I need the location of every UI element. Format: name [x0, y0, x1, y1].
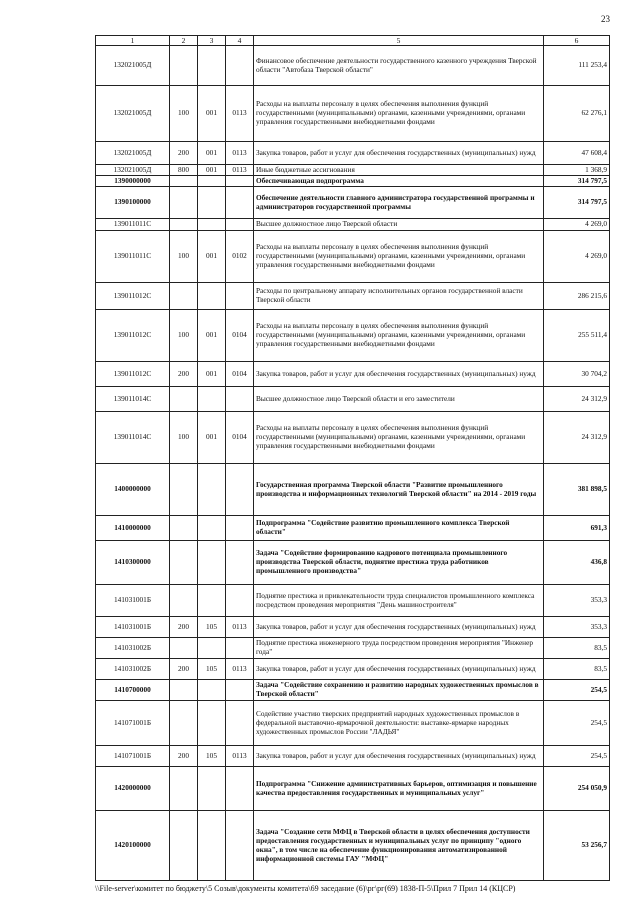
amount-cell: 1 368,9	[544, 165, 610, 176]
amount-cell: 254,5	[544, 746, 610, 767]
amount-cell: 314 797,5	[544, 176, 610, 187]
amount-cell: 691,3	[544, 516, 610, 541]
code-cell: 139011011С	[96, 231, 170, 283]
table-row	[96, 464, 610, 516]
table-row	[96, 165, 610, 176]
ministry-cell: 001	[198, 231, 226, 283]
code-cell: 139011012С	[96, 310, 170, 362]
table-row	[96, 219, 610, 231]
amount-cell: 4 269,0	[544, 231, 610, 283]
budget-table	[95, 35, 610, 881]
description-cell: Закупка товаров, работ и услуг для обеспечения государственных (муниципальных) нужд	[254, 746, 544, 767]
code-cell: 139011012С	[96, 362, 170, 387]
expense-type-cell	[170, 387, 198, 412]
section-cell	[226, 516, 254, 541]
section-cell: 0113	[226, 746, 254, 767]
table-row	[96, 46, 610, 86]
table-row	[96, 811, 610, 881]
expense-type-cell: 100	[170, 231, 198, 283]
table-row	[96, 767, 610, 811]
section-cell: 0113	[226, 142, 254, 165]
ministry-cell: 001	[198, 165, 226, 176]
expense-type-cell	[170, 176, 198, 187]
expense-type-cell	[170, 767, 198, 811]
code-cell: 141031002Б	[96, 659, 170, 680]
section-cell	[226, 387, 254, 412]
expense-type-cell	[170, 283, 198, 310]
code-cell: 132021005Д	[96, 142, 170, 165]
table-row	[96, 362, 610, 387]
table-row	[96, 746, 610, 767]
ministry-cell	[198, 176, 226, 187]
table-header-row	[96, 36, 610, 46]
amount-cell: 24 312,9	[544, 412, 610, 464]
amount-cell: 111 253,4	[544, 46, 610, 86]
section-cell	[226, 638, 254, 659]
expense-type-cell	[170, 46, 198, 86]
description-cell: Финансовое обеспечение деятельности государственного казенного учреждения Тверской области "Автобаза Тверской области"	[254, 46, 544, 86]
expense-type-cell: 200	[170, 659, 198, 680]
expense-type-cell	[170, 701, 198, 746]
description-cell: Подпрограмма "Содействие развитию промышленного комплекса Тверской области"	[254, 516, 544, 541]
section-cell	[226, 680, 254, 701]
section-cell	[226, 767, 254, 811]
description-cell: Закупка товаров, работ и услуг для обеспечения государственных (муниципальных) нужд	[254, 617, 544, 638]
table-row	[96, 638, 610, 659]
amount-cell: 254 050,9	[544, 767, 610, 811]
ministry-cell	[198, 46, 226, 86]
column-header-6: 6	[544, 36, 610, 46]
table-row	[96, 680, 610, 701]
column-header-1: 1	[96, 36, 170, 46]
ministry-cell	[198, 187, 226, 219]
section-cell	[226, 811, 254, 881]
amount-cell: 30 704,2	[544, 362, 610, 387]
description-cell: Высшее должностное лицо Тверской области и его заместители	[254, 387, 544, 412]
ministry-cell: 001	[198, 412, 226, 464]
section-cell: 0113	[226, 86, 254, 142]
section-cell: 0104	[226, 412, 254, 464]
code-cell: 1410300000	[96, 541, 170, 585]
table-row	[96, 701, 610, 746]
section-cell	[226, 585, 254, 617]
table-row	[96, 231, 610, 283]
table-row	[96, 585, 610, 617]
table-row	[96, 516, 610, 541]
section-cell: 0104	[226, 310, 254, 362]
code-cell: 132021005Д	[96, 86, 170, 142]
expense-type-cell	[170, 680, 198, 701]
description-cell: Обеспечивающая подпрограмма	[254, 176, 544, 187]
amount-cell: 353,3	[544, 585, 610, 617]
expense-type-cell: 800	[170, 165, 198, 176]
description-cell: Поднятие престижа и привлекательности труда специалистов промышленного комплекса посредством проведения мероприятия "День машиностроителя"	[254, 585, 544, 617]
section-cell: 0113	[226, 165, 254, 176]
table-row	[96, 142, 610, 165]
section-cell	[226, 46, 254, 86]
amount-cell: 47 608,4	[544, 142, 610, 165]
amount-cell: 286 215,6	[544, 283, 610, 310]
description-cell: Расходы на выплаты персоналу в целях обеспечения выполнения функций государственными (муниципальными) органами, казенными учреждениями, органами управления государственными внебюджетными фондами	[254, 231, 544, 283]
code-cell: 139011012С	[96, 283, 170, 310]
table-row	[96, 176, 610, 187]
description-cell: Иные бюджетные ассигнования	[254, 165, 544, 176]
ministry-cell	[198, 585, 226, 617]
code-cell: 141071001Б	[96, 746, 170, 767]
column-header-3: 3	[198, 36, 226, 46]
description-cell: Высшее должностное лицо Тверской области	[254, 219, 544, 231]
ministry-cell: 105	[198, 746, 226, 767]
code-cell: 141031001Б	[96, 585, 170, 617]
file-path-footer: \\File-server\комитет по бюджету\5 Созыв\документы комитета\69 заседание (6)\рг\рг(69) 1838-П-5\Прил 7 Прил 14 (КЦСР)	[95, 884, 516, 893]
column-header-4: 4	[226, 36, 254, 46]
ministry-cell: 105	[198, 659, 226, 680]
code-cell: 1390100000	[96, 187, 170, 219]
ministry-cell	[198, 811, 226, 881]
expense-type-cell	[170, 219, 198, 231]
ministry-cell	[198, 767, 226, 811]
section-cell	[226, 219, 254, 231]
amount-cell: 255 511,4	[544, 310, 610, 362]
code-cell: 1420100000	[96, 811, 170, 881]
expense-type-cell: 200	[170, 746, 198, 767]
section-cell	[226, 541, 254, 585]
section-cell: 0113	[226, 659, 254, 680]
description-cell: Закупка товаров, работ и услуг для обеспечения государственных (муниципальных) нужд	[254, 362, 544, 387]
table-row	[96, 86, 610, 142]
amount-cell: 381 898,5	[544, 464, 610, 516]
ministry-cell	[198, 283, 226, 310]
amount-cell: 314 797,5	[544, 187, 610, 219]
code-cell: 132021005Д	[96, 165, 170, 176]
expense-type-cell	[170, 464, 198, 516]
table-row	[96, 659, 610, 680]
ministry-cell	[198, 541, 226, 585]
amount-cell: 436,8	[544, 541, 610, 585]
code-cell: 141071001Б	[96, 701, 170, 746]
expense-type-cell	[170, 541, 198, 585]
section-cell: 0113	[226, 617, 254, 638]
code-cell: 1420000000	[96, 767, 170, 811]
table-row	[96, 283, 610, 310]
section-cell	[226, 176, 254, 187]
amount-cell: 4 269,0	[544, 219, 610, 231]
description-cell: Расходы по центральному аппарату исполнительных органов государственной власти Тверской области	[254, 283, 544, 310]
description-cell: Задача "Создание сети МФЦ в Тверской области в целях обеспечения доступности предоставления государственных и муниципальных услуг по принципу "одного окна", в том числе на обеспечение функционирования автоматизированной информационной системы ГАУ "МФЦ"	[254, 811, 544, 881]
code-cell: 141031002Б	[96, 638, 170, 659]
amount-cell: 254,5	[544, 680, 610, 701]
column-header-5: 5	[254, 36, 544, 46]
section-cell	[226, 464, 254, 516]
description-cell: Поднятие престижа инженерного труда посредством проведения мероприятия "Инженер года"	[254, 638, 544, 659]
code-cell: 141031001Б	[96, 617, 170, 638]
expense-type-cell	[170, 811, 198, 881]
code-cell: 139011014С	[96, 412, 170, 464]
section-cell	[226, 187, 254, 219]
description-cell: Обеспечение деятельности главного администратора государственной программы и администраторов государственной программы	[254, 187, 544, 219]
code-cell: 1410700000	[96, 680, 170, 701]
amount-cell: 62 276,1	[544, 86, 610, 142]
ministry-cell: 001	[198, 86, 226, 142]
code-cell: 1390000000	[96, 176, 170, 187]
amount-cell: 353,3	[544, 617, 610, 638]
description-cell: Содействие участию тверских предприятий народных художественных промыслов в федеральной выставочно-ярмарочной деятельности: выставке-ярмарке народных художественных промыслов России "ЛАДЬЯ"	[254, 701, 544, 746]
ministry-cell	[198, 516, 226, 541]
ministry-cell	[198, 680, 226, 701]
table-row	[96, 412, 610, 464]
expense-type-cell: 100	[170, 86, 198, 142]
ministry-cell	[198, 638, 226, 659]
ministry-cell: 105	[198, 617, 226, 638]
ministry-cell	[198, 387, 226, 412]
table-row	[96, 387, 610, 412]
description-cell: Государственная программа Тверской области "Развитие промышленного производства и информационных технологий Тверской области" на 2014 - 2019 годы	[254, 464, 544, 516]
ministry-cell	[198, 464, 226, 516]
expense-type-cell	[170, 638, 198, 659]
description-cell: Подпрограмма "Снижение административных барьеров, оптимизация и повышение качества предоставления государственных и муниципальных услуг"	[254, 767, 544, 811]
section-cell: 0104	[226, 362, 254, 387]
amount-cell: 83,5	[544, 659, 610, 680]
description-cell: Расходы на выплаты персоналу в целях обеспечения выполнения функций государственными (муниципальными) органами, казенными учреждениями, органами управления государственными внебюджетными фондами	[254, 86, 544, 142]
expense-type-cell	[170, 585, 198, 617]
code-cell: 139011014С	[96, 387, 170, 412]
table-row	[96, 310, 610, 362]
description-cell: Расходы на выплаты персоналу в целях обеспечения выполнения функций государственными (муниципальными) органами, казенными учреждениями, органами управления государственными внебюджетными фондами	[254, 310, 544, 362]
expense-type-cell: 200	[170, 362, 198, 387]
amount-cell: 24 312,9	[544, 387, 610, 412]
expense-type-cell: 100	[170, 310, 198, 362]
ministry-cell: 001	[198, 142, 226, 165]
code-cell: 139011011С	[96, 219, 170, 231]
code-cell: 132021005Д	[96, 46, 170, 86]
code-cell: 1410000000	[96, 516, 170, 541]
expense-type-cell	[170, 187, 198, 219]
expense-type-cell	[170, 516, 198, 541]
description-cell: Закупка товаров, работ и услуг для обеспечения государственных (муниципальных) нужд	[254, 142, 544, 165]
amount-cell: 83,5	[544, 638, 610, 659]
table-row	[96, 617, 610, 638]
code-cell: 1400000000	[96, 464, 170, 516]
section-cell	[226, 283, 254, 310]
ministry-cell	[198, 219, 226, 231]
expense-type-cell: 100	[170, 412, 198, 464]
section-cell	[226, 701, 254, 746]
description-cell: Задача "Содействие формированию кадрового потенциала промышленного производства Тверской области, поднятие престижа труда работников промышленного производства"	[254, 541, 544, 585]
page-number: 23	[601, 14, 610, 24]
description-cell: Задача "Содействие сохранению и развитию народных художественных промыслов в Тверской области"	[254, 680, 544, 701]
ministry-cell	[198, 701, 226, 746]
expense-type-cell: 200	[170, 142, 198, 165]
description-cell: Закупка товаров, работ и услуг для обеспечения государственных (муниципальных) нужд	[254, 659, 544, 680]
table-row	[96, 541, 610, 585]
description-cell: Расходы на выплаты персоналу в целях обеспечения выполнения функций государственными (муниципальными) органами, казенными учреждениями, органами управления государственными внебюджетными фондами	[254, 412, 544, 464]
ministry-cell: 001	[198, 362, 226, 387]
amount-cell: 53 256,7	[544, 811, 610, 881]
column-header-2: 2	[170, 36, 198, 46]
expense-type-cell: 200	[170, 617, 198, 638]
ministry-cell: 001	[198, 310, 226, 362]
table-row	[96, 187, 610, 219]
amount-cell: 254,5	[544, 701, 610, 746]
section-cell: 0102	[226, 231, 254, 283]
